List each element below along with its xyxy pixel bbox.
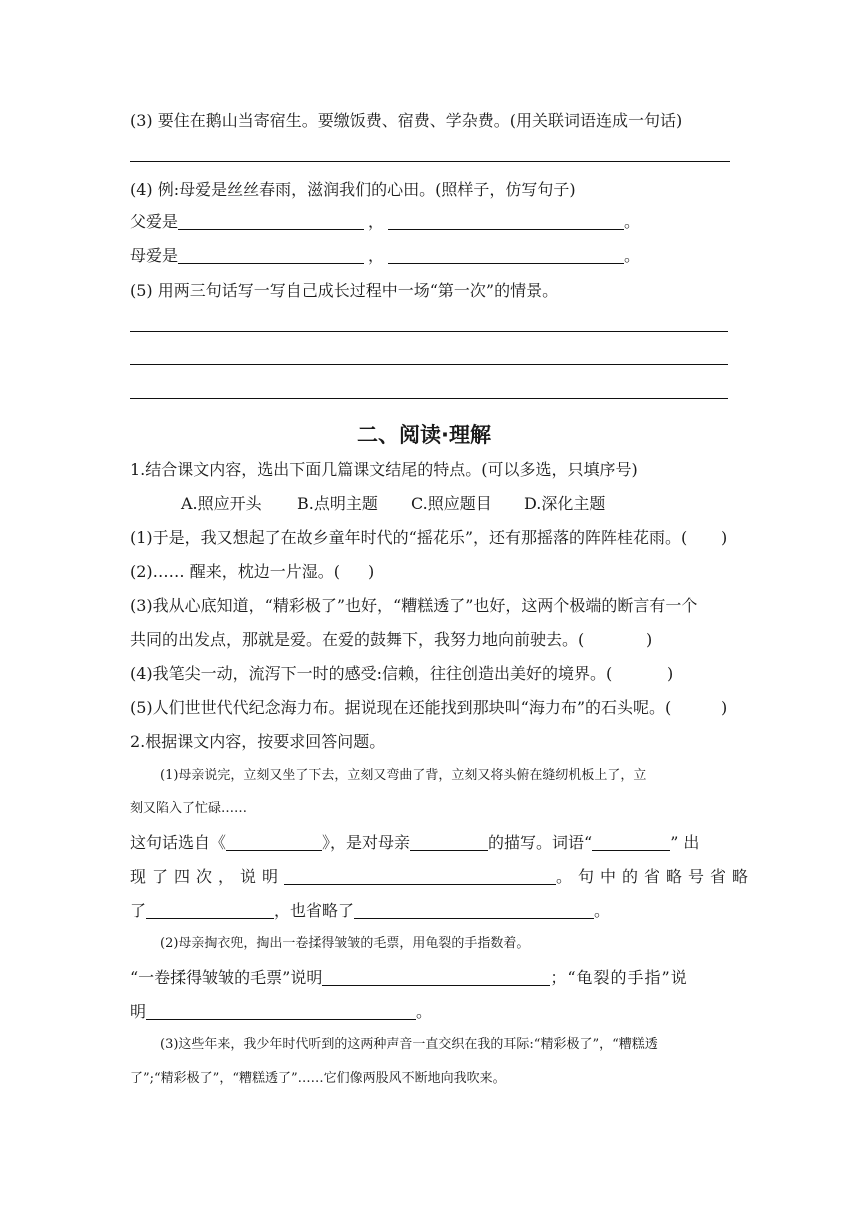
q1-item-3-line2: 共同的出发点，那就是爱。在爱的鼓舞下，我努力地向前驶去。( [130, 630, 585, 649]
q1-item-4-close: ) [667, 664, 674, 683]
q4-comma: ， [368, 246, 385, 265]
q5-answer-line-2[interactable] [130, 364, 728, 365]
q2-passage-3-line1: (3)这些年来，我少年时代听到的这两种声音一直交织在我的耳际:“精彩极了”，“糟糕透 [160, 1037, 658, 1052]
q2-description-type-blank[interactable] [410, 834, 488, 851]
q2-repeated-word-blank[interactable] [592, 834, 670, 851]
q4-mother-blank-2[interactable] [388, 247, 624, 264]
q1-item-2-close: ) [368, 562, 375, 581]
q2-b2-text-1: 明 [130, 1002, 147, 1021]
q2-answer-2-line [130, 866, 754, 888]
q1-item-2: (2)…… 醒来，枕边一片湿。( [130, 562, 340, 581]
q2-answer-5-line [130, 1001, 432, 1023]
q4-period: 。 [624, 246, 641, 265]
q2-a3-text-1: 了 [130, 901, 147, 920]
q1-option-c: C.照应题目 [411, 494, 492, 513]
q1-item-3-line1: (3)我从心底知道，“精彩极了”也好，“糟糕透了”也好，这两个极端的断言有一个 [130, 596, 698, 615]
q4-father-prefix: 父爱是 [130, 212, 179, 231]
q4-father-blank-1[interactable] [178, 213, 364, 230]
q2-b1-text-2: ；“龟裂的手指”说 [550, 968, 688, 987]
q3-prompt: (3) 要住在鹅山当寄宿生。要缴饭费、宿费、学杂费。(用关联词语连成一句话) [130, 111, 683, 130]
q2-a3-text-3: 。 [594, 901, 611, 920]
q2-meaning-blank[interactable] [284, 868, 556, 885]
q3-answer-line[interactable] [130, 161, 730, 162]
q2-passage-2: (2)母亲掏衣兜，掏出一卷揉得皱皱的毛票，用龟裂的手指数着。 [160, 936, 530, 951]
q4-mother-prefix: 母爱是 [130, 246, 179, 265]
q1-item-5: (5)人们世世代代纪念海力布。据说现在还能找到那块叫“海力布”的石头呢。( [130, 698, 672, 717]
q2-fingers-meaning-blank[interactable] [146, 1003, 416, 1020]
q2-answer-1-line [130, 832, 704, 854]
q2-a3-text-2: ，也省略了 [274, 901, 355, 920]
q2-lesson-title-blank[interactable] [226, 834, 322, 851]
q5-answer-line-3[interactable] [130, 398, 728, 399]
q1-option-a: A.照应开头 [181, 494, 262, 513]
q5-prompt: (5) 用两三句话写一写自己成长过程中一场“第一次”的情景。 [130, 281, 559, 300]
q1-stem: 1.结合课文内容，选出下面几篇课文结尾的特点。(可以多选，只填序号) [130, 460, 638, 479]
q2-passage-3-line2: 了”;“精彩极了”，“糟糕透了”……它们像两股风不断地向我吹来。 [130, 1071, 506, 1086]
q1-item-1-close: ) [721, 528, 728, 547]
q1-option-d: D.深化主题 [524, 494, 606, 513]
q2-a2-text-2: 。句中的省略号省略 [556, 867, 755, 886]
q4-comma: ， [368, 212, 385, 231]
q2-a1-text-2: 》，是对母亲 [322, 833, 411, 852]
q4-father-line [130, 211, 640, 233]
q1-option-b: B.点明主题 [297, 494, 378, 513]
q2-stem: 2.根据课文内容，按要求回答问题。 [130, 732, 386, 751]
q2-a1-text-1: 这句话选自《 [130, 833, 227, 852]
q2-passage-1-line1: (1)母亲说完，立刻又坐了下去，立刻又弯曲了背，立刻又将头俯在缝纫机板上了，立 [160, 768, 647, 783]
q2-passage-1-line2: 刻又陷入了忙碌…… [130, 801, 248, 816]
q2-a1-text-3: 的描写。词语“ [488, 833, 593, 852]
q4-period: 。 [624, 212, 641, 231]
q4-mother-blank-1[interactable] [178, 247, 364, 264]
q2-b2-text-2: 。 [416, 1002, 433, 1021]
q2-answer-4-line [130, 967, 688, 989]
section-title: 二、阅读·理解 [357, 423, 491, 447]
q4-prompt: (4) 例:母爱是丝丝春雨，滋润我们的心田。(照样子，仿写句子) [130, 180, 576, 199]
q1-item-3-close: ) [646, 630, 653, 649]
q2-answer-3-line [130, 900, 610, 922]
q2-a1-text-4: ”出 [670, 833, 705, 852]
q2-a2-text-1: 现了四次，说明 [130, 867, 285, 886]
q4-father-blank-2[interactable] [388, 213, 624, 230]
q1-item-4: (4)我笔尖一动，流泻下一时的感受:信赖，往往创造出美好的境界。( [130, 664, 613, 683]
q1-item-1: (1)于是，我又想起了在故乡童年时代的“摇花乐”，还有那摇落的阵阵桂花雨。( [130, 528, 688, 547]
q2-money-meaning-blank[interactable] [322, 969, 550, 986]
q2-omitted-2-blank[interactable] [354, 902, 594, 919]
q2-b1-text-1: “一卷揉得皱皱的毛票”说明 [130, 968, 323, 987]
q1-item-5-close: ) [721, 698, 728, 717]
q2-omitted-1-blank[interactable] [146, 902, 274, 919]
q4-mother-line [130, 245, 640, 267]
q5-answer-line-1[interactable] [130, 331, 728, 332]
